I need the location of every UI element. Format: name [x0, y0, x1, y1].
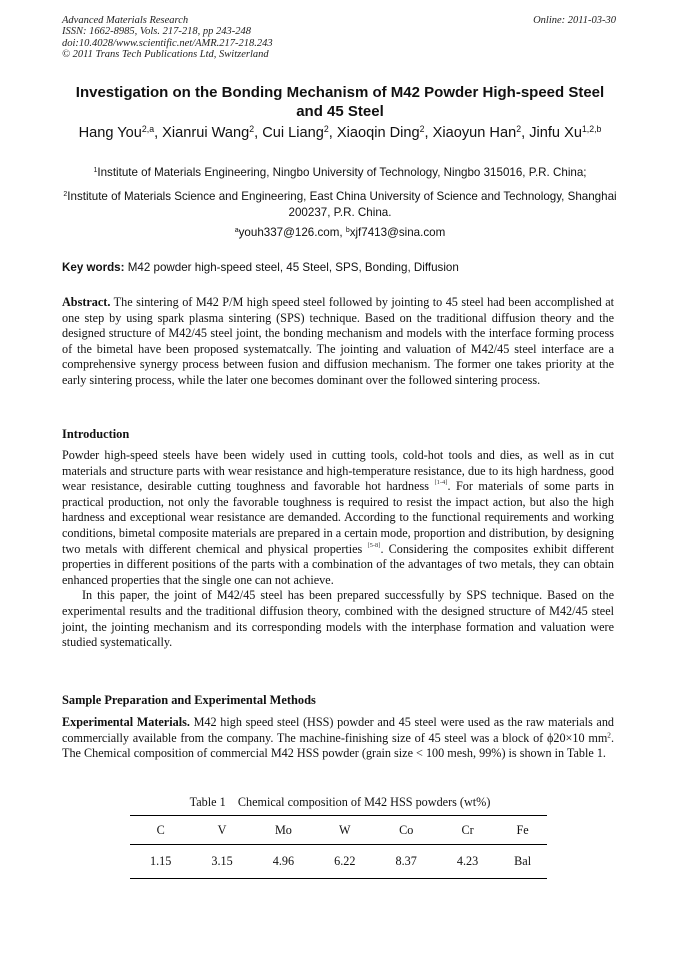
introduction-body [62, 448, 614, 651]
methods-text: M42 high speed steel (HSS) powder and 45 steel were used as the raw materials and commercially available from the company. The machine-finishing size of 45 steel was a block of ϕ20×10 mm [62, 715, 615, 745]
author-affil-mark: 2 [249, 123, 255, 134]
table-cell: 8.37 [376, 845, 437, 879]
email-a[interactable]: youh337@126.com [238, 226, 340, 239]
author: Hang You [78, 125, 142, 141]
affil-mark: 1 [93, 166, 98, 174]
citation: [5-8] [367, 541, 381, 549]
issn: ISSN: 1662-8985, Vols. 217-218, pp 243-248 [62, 26, 251, 38]
composition-table [130, 815, 547, 879]
table-cell: 4.23 [437, 845, 498, 879]
table-cell: 1.15 [130, 845, 191, 879]
abstract-label: Abstract. [62, 295, 111, 309]
intro-paragraph-2: In this paper, the joint of M42/45 steel has been prepared successfully by SPS technique. Based on the experimental results and the traditional diffusion theory, combined with the designed structure of M42/45 steel joint, the jointing mechanism and its corresponding models with the interphase formation and valuation were studied systematically. [62, 588, 614, 650]
author: Xiaoyun Han [432, 125, 517, 141]
journal-name: Advanced Materials Research [62, 15, 189, 26]
table-cell: 3.15 [191, 845, 252, 879]
table-cell: 4.96 [253, 845, 314, 879]
doi: doi:10.4028/www.scientific.net/AMR.217-218.243 [62, 37, 273, 49]
section-heading-methods: Sample Preparation and Experimental Methods [62, 693, 316, 707]
table-cell: 6.22 [314, 845, 375, 879]
online-date: Online: 2011-03-30 [533, 15, 616, 26]
affiliation-2 [62, 189, 618, 220]
abstract [62, 295, 614, 389]
affil-text: Institute of Materials Science and Engineering, East China University of Science and Technology, Shanghai 200237, P.R. China. [67, 190, 617, 219]
author-affil-mark: 2 [516, 123, 522, 134]
intro-text: . Considering the composites exhibit different properties in different positions of the parts with a combination of the advantages of two metals, they can obtain enhanced properties that the single one can not achieve. [62, 541, 614, 587]
table-caption: Table 1 Chemical composition of M42 HSS powders (wt%) [189, 795, 491, 809]
author: Jinfu Xu [529, 125, 582, 141]
affil-text: Institute of Materials Engineering, Ningbo University of Technology, Ningbo 315016, P.R. China; [97, 166, 587, 179]
intro-text: Powder high-speed steels have been widely used in cutting tools, cold-hot tools and dies, as well as in cut materials and structure parts with wear resistance and high-temperature resistance, due to its high hardness, good wear resistance, desirable cutting toughness and favorable hot hardness [62, 448, 614, 494]
citation: [1-4] [434, 479, 448, 487]
column-header: Cr [437, 816, 498, 845]
email-mark: a [234, 226, 239, 234]
keywords-label: Key words: [62, 261, 125, 274]
column-header: C [130, 816, 191, 845]
author-affil-mark: 2 [419, 123, 425, 134]
email-mark: b [345, 226, 350, 234]
affil-mark: 2 [63, 190, 68, 198]
methods-body [62, 715, 614, 762]
author: Cui Liang [262, 125, 324, 141]
section-heading-introduction: Introduction [62, 427, 130, 441]
email-b[interactable]: xjf7413@sina.com [349, 226, 446, 239]
abstract-text: The sintering of M42 P/M high speed steel followed by jointing to 45 steel had been accomplished at one step by using spark plasma sintering (SPS) technique. Based on the traditional diffusion theory and the designed structure of M42/45 steel joint, the bonding mechanism and models with the interface forming process of the bimetal have been proposed systematcally. The jointing and valuation of M42/45 steel interface are a comprehensive synergy process between fusion and diffusion mechanism. The former one takes priority at the early sintering process, while the later one becomes dominant over the followed sintering process. [62, 295, 614, 387]
copyright: © 2011 Trans Tech Publications Ltd, Switzerland [62, 49, 269, 61]
methods-text: . The Chemical composition of commercial M42 HSS powder (grain size < 100 mesh, 99%) is shown in Table 1. [62, 730, 614, 761]
table-cell: Bal [498, 845, 547, 879]
author-affil-mark: 2 [323, 123, 329, 134]
author-affil-mark: 2,a [141, 123, 155, 134]
author: Xiaoqin Ding [336, 125, 420, 141]
intro-paragraph-1 [62, 448, 614, 588]
journal-header [62, 15, 618, 61]
email-line: $^a$youh337@126.com, $^b$xjf7413@sina.com [234, 226, 446, 239]
subsection-label: Experimental Materials. [62, 715, 190, 729]
column-header: Mo [253, 816, 314, 845]
superscript: 2 [607, 730, 611, 740]
column-header: Co [376, 816, 437, 845]
column-header: W [314, 816, 375, 845]
table-row [130, 845, 547, 879]
paper-title: Investigation on the Bonding Mechanism of M42 Powder High-speed Steel and 45 Steel [75, 84, 605, 120]
author: Xianrui Wang [162, 125, 250, 141]
column-header: Fe [498, 816, 547, 845]
keywords-text: M42 powder high-speed steel, 45 Steel, SPS, Bonding, Diffusion [127, 261, 459, 274]
author-list: Hang You$^{2,a}$, Xianrui Wang$^2$, Cui Liang$^2$, Xiaoqin Ding$^2$, Xiaoyun Han$^2$, Jinfu Xu$^{1,2,b}$ [78, 123, 602, 141]
affiliation-1 [62, 165, 618, 181]
column-header: V [191, 816, 252, 845]
intro-text: . For materials of some parts in practical production, not only the favorable toughness is required to resist the impact action, but also the high hardness and exceptional wear resistance are demanded. According to the functional requirements and working conditions, bimetal composite materials are prepared in a certain mode, proportion and distribution, by designing two metals with different chemical and physical properties [62, 479, 614, 556]
keywords [62, 261, 618, 274]
table-header-row [130, 816, 547, 845]
author-affil-mark: 1,2,b [581, 123, 602, 134]
